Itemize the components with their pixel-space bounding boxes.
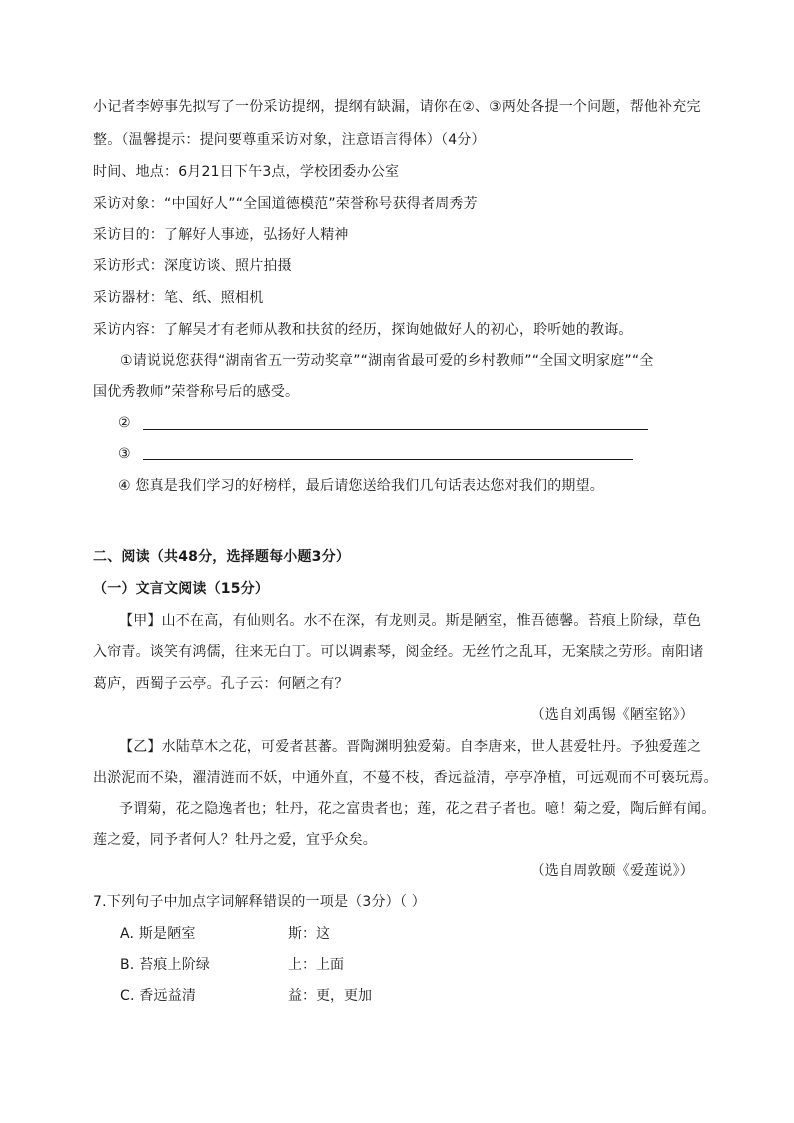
option-b[interactable]: [120, 955, 210, 975]
passage-b-line4: 莲之爱，同予者何人？牡丹之爱，宜乎众矣。: [93, 832, 377, 848]
answer-blank-2[interactable]: [143, 429, 648, 430]
passage-a-line2: 入帘青。谈笑有鸿儒，往来无白丁。可以调素琴，阅金经。无丝竹之乱耳，无案牍之劳形。南阳诸: [93, 644, 704, 660]
option-letter: C.: [120, 988, 135, 1004]
option-phrase: 斯是陋室: [138, 926, 196, 942]
option-letter: A.: [120, 926, 135, 942]
passage-b-line2: 出淤泥而不染，濯清涟而不妖，中通外直，不蔓不枝，香远益清，亭亭净植，可远观而不可亵玩焉。: [93, 770, 718, 786]
passage-b-line3: 予谓菊，花之隐逸者也；牡丹，花之富贵者也；莲，花之君子者也。噫！菊之爱，陶后鲜有闻。: [119, 801, 716, 817]
answer-blank-3[interactable]: [143, 459, 633, 460]
question-1-line2: 国优秀教师”荣誉称号后的感受。: [93, 384, 300, 400]
interview-time-place: 时间、地点：6月21日下午3点，学校团委办公室: [93, 164, 400, 180]
question-3-marker: ③: [118, 446, 131, 462]
classical-reading-heading: （一）文言文阅读（15分）: [93, 581, 270, 597]
option-b-meaning: 上：上面: [288, 957, 344, 973]
section-2-heading: 二、阅读（共48分，选择题每小题3分）: [93, 549, 351, 565]
passage-a-line1: 【甲】山不在高，有仙则名。水不在深，有龙则灵。斯是陋室，惟吾德馨。苔痕上阶绿，草色: [119, 613, 702, 629]
interview-target: 采访对象：“中国好人”“全国道德模范”荣誉称号获得者周秀芳: [93, 196, 478, 212]
option-phrase: 苔痕上阶绿: [139, 957, 211, 973]
option-a-meaning: 斯：这: [288, 926, 330, 942]
interview-equipment: 采访器材：笔、纸、照相机: [93, 290, 264, 306]
question-7-stem: 7.下列句子中加点字词解释错误的一项是（3分）（ ）: [93, 894, 426, 910]
passage-a-source: （选自刘禹锡《陋室铭》）: [530, 707, 694, 723]
question-2-marker: ②: [118, 415, 131, 431]
option-phrase: 香远益清: [139, 988, 197, 1004]
interview-form: 采访形式：深度访谈、照片拍摄: [93, 258, 292, 274]
passage-b-source: （选自周敦颐《爱莲说》）: [530, 863, 694, 879]
question-1-line1: ①请说说您获得“湖南省五一劳动奖章”“湖南省最可爱的乡村教师”“全国文明家庭”“全: [120, 353, 654, 369]
interview-purpose: 采访目的：了解好人事迹，弘扬好人精神: [93, 227, 349, 243]
passage-a-line3: 葛庐，西蜀子云亭。孔子云：何陋之有？: [93, 676, 349, 692]
option-c-meaning: 益：更，更加: [288, 988, 372, 1004]
interview-intro-line1: 小记者李婷事先拟写了一份采访提纲，提纲有缺漏，请你在②、③两处各提一个问题，帮他补充完: [93, 99, 701, 115]
option-c[interactable]: [120, 986, 196, 1006]
interview-intro-line2: 整。（温馨提示：提问要尊重采访对象，注意语言得体）（4分）: [93, 132, 486, 148]
option-a[interactable]: [120, 924, 196, 944]
option-letter: B.: [120, 957, 135, 973]
interview-content: 采访内容：了解吴才有老师从教和扶贫的经历，探询她做好人的初心，聆听她的教诲。: [93, 322, 633, 338]
question-4: ④ 您真是我们学习的好榜样，最后请您送给我们几句话表达您对我们的期望。: [118, 478, 604, 494]
passage-b-line1: 【乙】水陆草木之花，可爱者甚蕃。晋陶渊明独爱菊。自李唐来，世人甚爱牡丹。予独爱莲之: [119, 739, 702, 755]
